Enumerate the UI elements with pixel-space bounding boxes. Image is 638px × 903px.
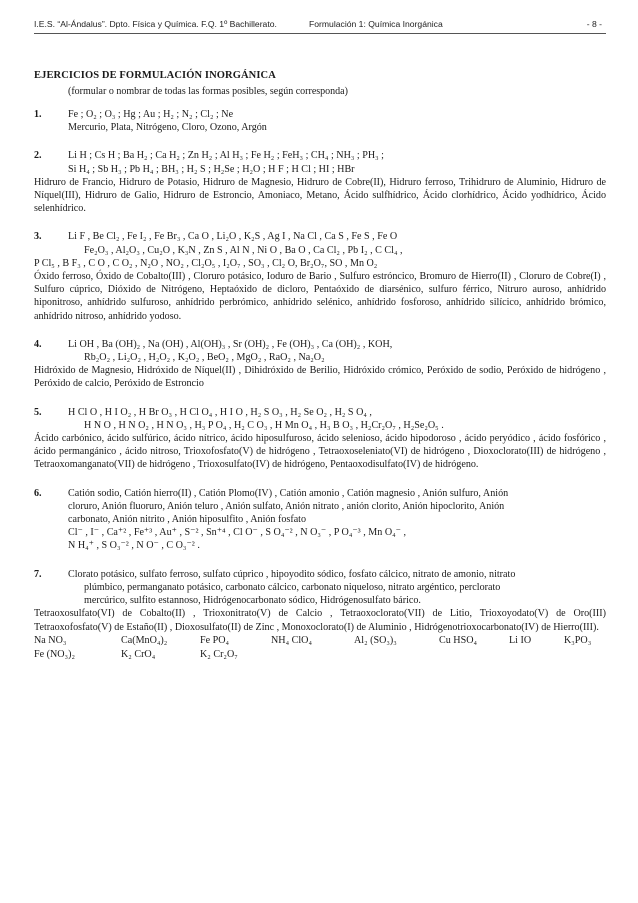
header-page-number: - 8 - xyxy=(586,19,602,29)
exercise-names: mercúrico, sulfito estannoso, Hidrógenocarbonato sódico, Hidrógenosulfato bárico. xyxy=(84,595,421,607)
formula-item: Fe (NO₃)₂ xyxy=(34,648,75,660)
exercise-list xyxy=(34,108,606,662)
exercise-formulas: P Cl₅ , B F₃ , C O , C O₂ , N₂O , NO₂ , Cl₂O₅ , I₂O₇ , SO₃ , Cl₂ O, Br₂O₇, SO , Mn O₂ xyxy=(34,257,378,269)
exercise-names: Ácido carbónico, ácido sulfúrico, ácido nítrico, ácido hiposulfuroso, ácido selenioso, ácido hipodoroso , ácido peryódico , ácido fosfórico , ácido permangánico , ácido nitroso, Trioxofosfato(V) de hidrógeno , Tetraoxoseleniato(VI) de hidrógeno , Dioxoclorato(III) de hidrógeno , Tetraoxomanganato(VII) de hidrógeno , Trioxosulfato(IV) de hidrógeno, Pentaoxodisulfato(IV) de hidrógeno. xyxy=(34,433,606,471)
page-title: EJERCICIOS DE FORMULACIÓN INORGÁNICA xyxy=(34,70,276,81)
formula-row xyxy=(34,634,606,648)
spacer xyxy=(34,215,606,230)
exercise-ions: Cl⁻ , I⁻ , Ca⁺² , Fe⁺³ , Au⁺ , S⁻² , Sn⁺⁴ , Cl O⁻ , S O₄⁻² , N O₃⁻ , P O₄⁻³ , Mn O₄⁻ , xyxy=(68,527,407,539)
exercise-names: Hidruro de Francio, Hidruro de Potasio, Hidruro de Magnesio, Hidruro de Cobre(II), Hidruro ferroso, Trihidruro de Aluminio, Hidruro de Níquel(III), Hidruro de Galio, Hidruro de Estroncio, Amoniaco, Metano, Ácido sulfhídrico, Ácido clorhídrico, Ácido yodhídrico, Ácido selenhídrico. xyxy=(34,176,606,215)
formula-item: NH₄ ClO₄ xyxy=(271,634,312,646)
exercise-ions: N H₄⁺ , S O₃⁻² , N O⁻ , C O₃⁻² . xyxy=(68,540,200,552)
exercise-number: 1. xyxy=(34,109,42,120)
formula-item: Al₂ (SO₃)₃ xyxy=(354,634,397,646)
exercise-3 xyxy=(34,230,606,322)
formula-item: Ca(MnO₄)₂ xyxy=(121,634,168,646)
exercise-names: Mercurio, Plata, Nitrógeno, Cloro, Ozono, Argón xyxy=(68,122,267,134)
formula-item: Li IO xyxy=(509,634,532,646)
exercise-names: cloruro, Anión fluoruro, Anión teluro , Anión sulfato, Anión nitrato , anión clorito, Anión hipoclorito, Anión xyxy=(68,500,505,512)
header-school: I.E.S. “Al-Ándalus”. Dpto. Física y Química. F.Q. 1º Bachillerato. xyxy=(34,19,277,29)
page-subtitle: (formular o nombrar de todas las formas posibles, según corresponda) xyxy=(68,86,348,97)
spacer xyxy=(34,553,606,568)
formula-item: K₂ CrO₄ xyxy=(121,648,156,660)
header-rule xyxy=(34,33,606,34)
exercise-formulas: Li F , Be Cl₂ , Fe I₂ , Fe Br₃ , Ca O , Li₂O , K₂S , Ag I , Na Cl , Ca S , Fe S , Fe O xyxy=(68,231,398,243)
exercise-number: 3. xyxy=(34,231,42,243)
exercise-formulas: Fe ; O₂ ; O₃ ; Hg ; Au ; H₂ ; N₂ ; Cl₂ ; Ne xyxy=(68,109,234,120)
exercise-formulas: H N O , H N O₂ , H N O₃ , H₃ P O₄ , H₂ C O₃ , H Mn O₄ , H₃ B O₃ , H₂Cr₂O₇ , H₂Se₂O₅ . xyxy=(84,419,444,431)
exercise-names: Catión sodio, Catión hierro(II) , Catión Plomo(IV) , Catión amonio , Catión magnesio , Anión sulfuro, Anión xyxy=(68,487,509,499)
exercise-names: Hidróxido de Magnesio, Hidróxido de Níquel(II) , Dihidróxido de Berilio, Hidróxido crómico, Peróxido de sodio, Peróxido de hidrógeno , Peróxido de calcio, Peróxido de Estroncio xyxy=(34,365,606,390)
spacer xyxy=(34,472,606,487)
header-topic: Formulación 1: Química Inorgánica xyxy=(309,19,443,29)
exercise-number: 6. xyxy=(34,487,42,499)
exercise-formulas: Fe₂O₃ , Al₂O₃ , Cu₂O , K₃N , Zn S , Al N , Ni O , Ba O , Ca Cl₂ , Pb I₂ , C Cl₄ , xyxy=(84,244,403,256)
exercise-formulas: H Cl O , H I O₂ , H Br O₃ , H Cl O₄ , H I O , H₂ S O₃ , H₂ Se O₂ , H₂ S O₄ , xyxy=(68,406,372,418)
exercise-names: plúmbico, permanganato potásico, carbonato cálcico, carbonato niqueloso, nitrato argéntico, perclorato xyxy=(84,581,501,593)
exercise-6 xyxy=(34,487,606,553)
formula-row xyxy=(34,648,606,662)
formula-item: Cu HSO₄ xyxy=(439,634,478,646)
exercise-number: 7. xyxy=(34,568,42,580)
exercise-4 xyxy=(34,338,606,391)
exercise-names: Tetraoxosulfato(VI) de Cobalto(II) , Trioxonitrato(V) de Calcio , Tetraoxoclorato(VII) de Litio, Trioxoyodato(V) de Oro(III) Tetraoxofosfato(V) de Estaño(II) , Dioxosulfato(II) de Zinc , Monoxoclorato(I) de Aluminio , Hidrógenotrioxocarbonato(IV) de Hierro(III). xyxy=(34,608,606,633)
exercise-5 xyxy=(34,406,606,472)
exercise-formulas: Li H ; Cs H ; Ba H₂ ; Ca H₂ ; Zn H₂ ; Al H₃ ; Fe H₂ ; FeH₃ ; CH₄ ; NH₃ ; PH₃ ; xyxy=(68,150,384,162)
exercise-names: Óxido ferroso, Óxido de Cobalto(III) , Cloruro potásico, Ioduro de Bario , Sulfuro estróncico, Bromuro de Hierro(II) , Cloruro de Cobre(I) , Sulfuro cúprico, Dióxido de Nitrógeno, Heptaóxido de dicloro, Pentaóxido de diarsénico, sulfuro férrico, Nitruro auroso, anhídrido hiponitroso, anhídrido sulfuroso, anhídrido perbrómico, anhídrido selénico, anhídrido fosforoso, anhídrido silícico, anhídrido brómico, anhídrido nitroso, anhídrido yodoso. xyxy=(34,271,606,322)
formula-item: Fe PO₄ xyxy=(200,634,230,646)
exercise-formulas: Rb₂O₂ , Li₂O₂ , H₂O₂ , K₂O₂ , BeO₂ , MgO₂ , RaO₂ , Na₂O₂ xyxy=(84,352,325,364)
exercise-formulas: Li OH , Ba (OH)₂ , Na (OH) , Al(OH)₃ , Sr (OH)₂ , Fe (OH)₃ , Ca (OH)₂ , KOH, xyxy=(68,338,393,350)
exercise-number: 5. xyxy=(34,406,42,418)
exercise-7 xyxy=(34,568,606,662)
exercise-names: carbonato, Anión nitrito , Anión hiposulfito , Anión fosfato xyxy=(68,514,307,526)
exercise-2 xyxy=(34,149,606,215)
spacer xyxy=(34,134,606,149)
exercise-number: 4. xyxy=(34,338,42,350)
page-header xyxy=(34,19,602,33)
exercise-names: Clorato potásico, sulfato ferroso, sulfato cúprico , hipoyodito sódico, fosfato cálcico, nitrato de amonio, nitrato xyxy=(68,568,516,580)
spacer xyxy=(34,391,606,406)
spacer xyxy=(34,323,606,338)
exercise-formulas: Si H₄ ; Sb H₃ ; Pb H₄ ; BH₃ ; H₂ S ; H₂Se ; H₂O ; H F ; H Cl ; HI ; HBr xyxy=(68,163,355,175)
exercise-number: 2. xyxy=(34,150,42,162)
exercise-1 xyxy=(34,108,606,134)
formula-item: Na NO₃ xyxy=(34,634,67,646)
formula-item: K₂ Cr₂O₇ xyxy=(200,648,238,660)
formula-item: K₃PO₃ xyxy=(564,634,592,646)
